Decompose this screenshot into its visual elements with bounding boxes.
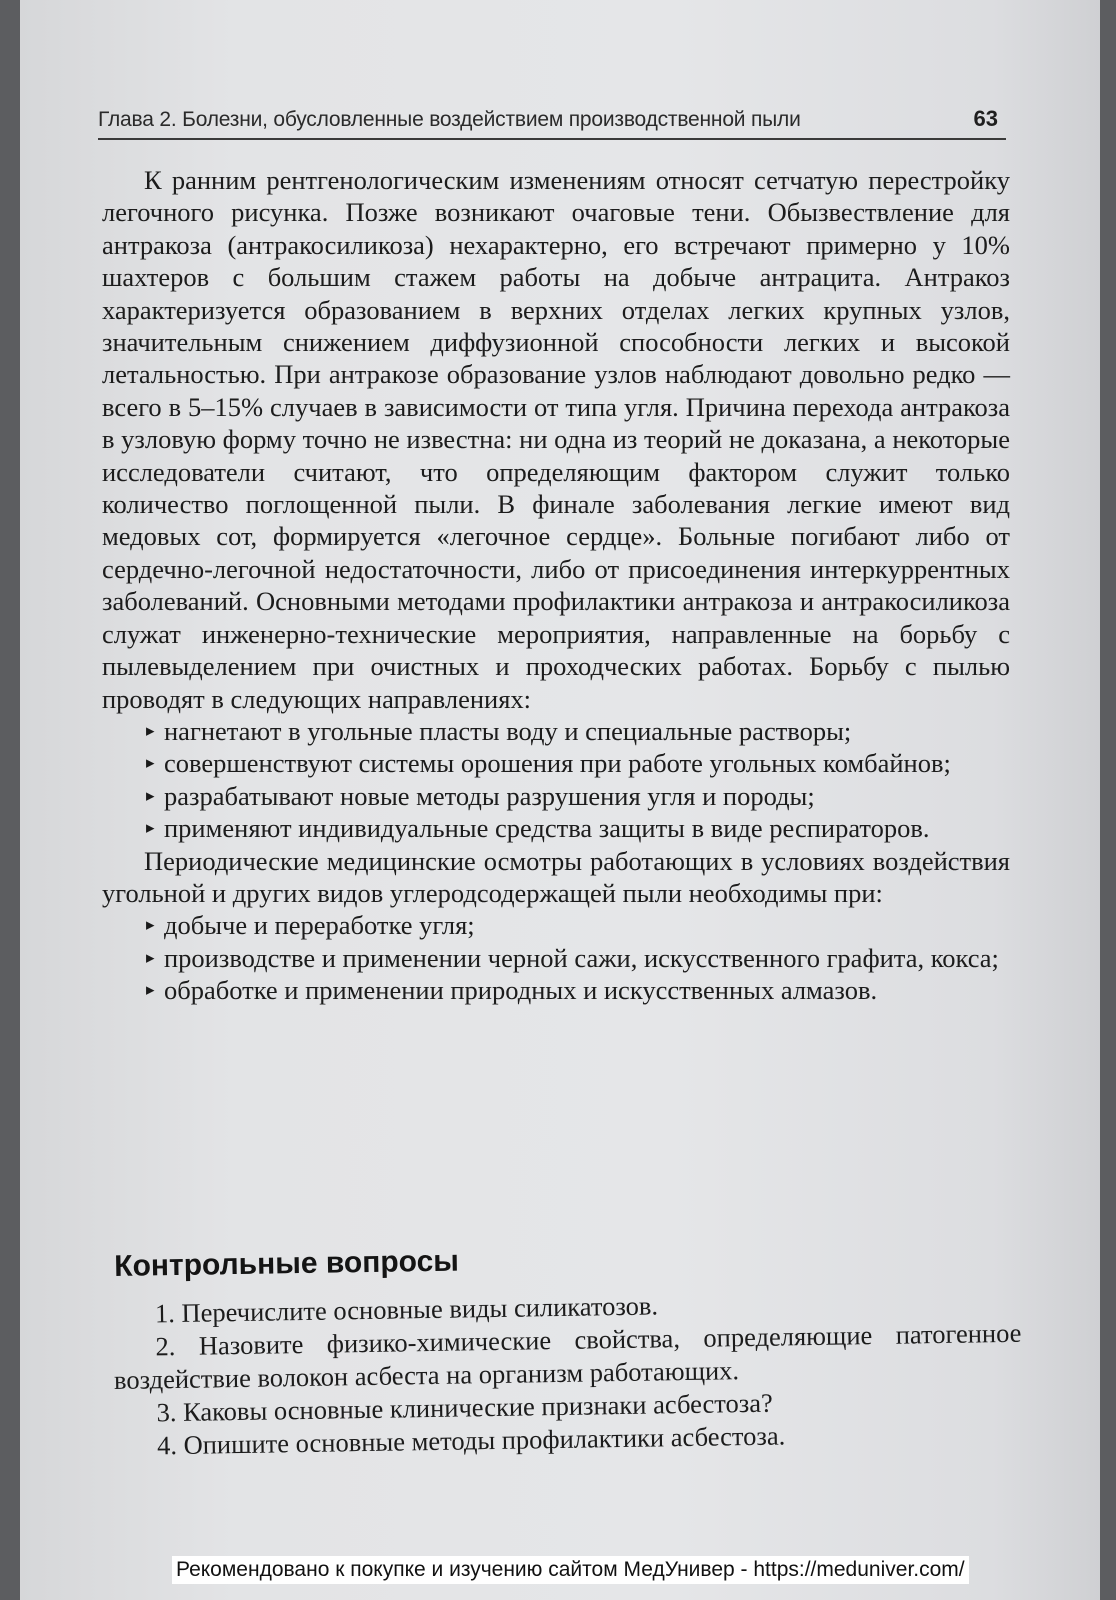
watermark-footer: Рекомендовано к покупке и изучению сайтом МедУнивер - https://meduniver.com/ [172,1556,969,1584]
chapter-title: Глава 2. Болезни, обусловленные воздействием производственной пыли [98,108,801,131]
list-item [102,715,1010,747]
main-text [102,164,1010,1007]
bullet-icon: ▸ [146,947,155,967]
bullet-icon: ▸ [146,818,155,838]
list-item-text: нагнетают в угольные пласты воду и специальные растворы; [164,715,852,746]
list-item [102,812,1010,844]
bullet-icon: ▸ [146,785,155,805]
bullet-icon: ▸ [146,753,155,773]
question-item: 1. Перечислите основные виды силикатозов. [154,1290,659,1329]
page-number: 63 [973,106,998,131]
book-page [20,0,1100,1600]
questions-list [113,1284,1023,1463]
question-item: 3. Каковы основные клинические признаки асбестоза? [156,1387,773,1428]
list-item [102,780,1010,812]
list-item [102,747,1010,779]
paragraph: К ранним рентгенологическим изменениям относят сетчатую перестройку легочного рисунка. Позже возникают очаговые тени. Обызвествление для антракоза (антракосиликоза) нехарактерно, его встречают примерно у 10% шахтеров с большим стажем работы на добыче антрацита. Антракоз характеризуется образованием в верхних отделах легких крупных узлов, значительным снижением диффузионной способности легких и высокой летальностью. При антракозе образование узлов наблюдают довольно редко — всего в 5–15% случаев в зависимости от типа угля. Причина перехода антракоза в узловую форму точно не известна: ни одна из теорий не доказана, а некоторые исследователи считают, что определяющим фактором служит только количество поглощенной пыли. В финале заболевания легкие имеют вид медовых сот, формируется «легочное сердце». Больные погибают либо от сердечно-легочной недостаточности, либо от присоединения интеркуррентных заболеваний. Основными методами профилактики антракоза и антракосиликоза служат инженерно-технические мероприятия, направленные на борьбу с пылевыделением при очистных и проходческих работах. Борьбу с пылью проводят в следующих направлениях: [102,165,1010,714]
paragraph: Периодические медицинские осмотры работающих в условиях воздействия угольной и других видов углеродсодержащей пыли необходимы при: [102,845,1010,908]
list-item-text: добыче и переработке угля; [164,910,475,941]
bullet-icon: ▸ [146,915,155,935]
list-item-text: разрабатывают новые методы разрушения угля и породы; [164,780,815,811]
list-item-text: производстве и применении черной сажи, искусственного графита, кокса; [164,942,999,973]
bullet-icon: ▸ [146,980,155,1000]
bullet-list [102,715,1010,845]
control-questions [112,1236,1023,1463]
list-item-text: применяют индивидуальные средства защиты в виде респираторов. [164,813,930,844]
question-item: 2. Назовите физико-химические свойства, определяющие патогенное воздействие волокон асбеста на организм работающих. [113,1317,1022,1395]
bullet-list [102,909,1010,1006]
list-item [102,909,1010,941]
list-item [102,974,1010,1006]
running-header [98,104,1006,140]
list-item [102,942,1010,974]
section-heading: Контрольные вопросы [113,1244,460,1283]
bullet-icon: ▸ [146,720,155,740]
list-item-text: совершенствуют системы орошения при работе угольных комбайнов; [164,748,951,779]
question-item: 4. Опишите основные методы профилактики асбестоза. [156,1420,786,1461]
list-item-text: обработке и применении природных и искусственных алмазов. [164,975,878,1006]
